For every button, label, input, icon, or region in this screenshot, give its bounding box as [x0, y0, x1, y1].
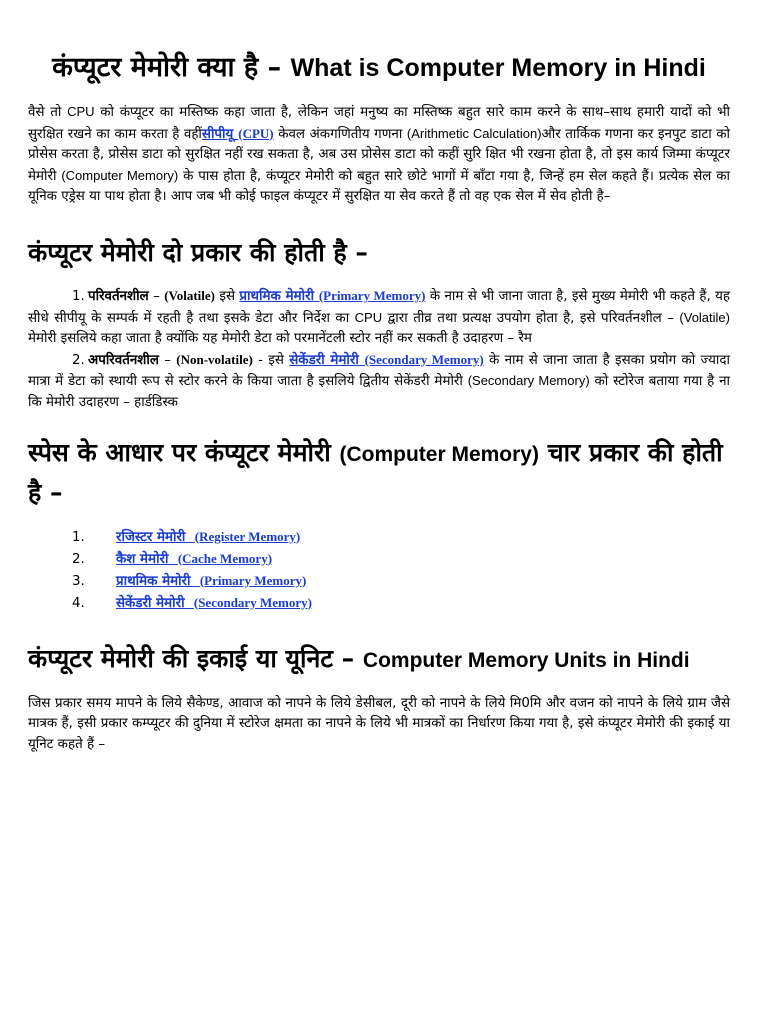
volatile-term: परिवर्तनशील — [88, 288, 149, 304]
units-paragraph: जिस प्रकार समय मापने के लिये सैकेण्ड, आवाज को नापने के लिये डेसीबल, दूरी को नापने के लिये मि0मि और वजन को नापने के लिये ग्राम जैसे मात्रक हैं, इसी प्रकार कम्प्यूटर की दुनिया में स्टोरेज क्षमता का नापने के लिये भी मात्रकों का निर्धारण किया गया है, इसे कंप्यूटर मेमोरी की इकाई या यूनिट कहते हैं – — [28, 695, 730, 752]
cpu-link[interactable] — [202, 127, 274, 142]
intro-text-3: केवल अंकगणितीय गणना — [278, 126, 403, 142]
space-types-list — [28, 526, 730, 614]
section-units-heading: कंप्यूटर मेमोरी की इकाई या यूनिट – Computer Memory Units in Hindi — [28, 643, 690, 673]
non-volatile-term: अपरिवर्तनशील — [88, 352, 159, 368]
list-item: 1. परिवर्तनशील – (Volatile) इसे प्राथमिक मेमोरी (Primary Memory) के नाम से भी जाना जाता है, इसे मुख्य मेमोरी भी कहते हैं, यह सीधे सीपीयू के सम्पर्क में रहती है तथा इसके डेटा और निर्देश का CPU द्वारा तीव्र तथा प्रत्यक्ष उपयोग होता है, इसे परिवर्तनशील – (Volatile) मेमोरी इसलिये कहा जाता है क्योंकि यह मेमोरी डेटा को परमानेंटली स्टोर नहीं कर सकती है उदाहरण – रैम — [28, 287, 730, 347]
item1-volatile: (Volatile) — [679, 309, 730, 325]
cpu-link-english: (CPU) — [238, 125, 274, 141]
item2-secondary: (Secondary Memory) — [467, 373, 590, 389]
primary-memory-link[interactable]: प्राथमिक मेमोरी (Primary Memory) — [239, 287, 426, 304]
register-memory-link[interactable]: रजिस्टर मेमोरी (Register Memory) — [116, 528, 301, 545]
intro-text-2: को कंप्यूटर का मस्तिष्क कहा जाता है, लेकिन जहां मनुष्य का मस्तिष्क बहुत सारे काम करने के साथ–साथ हमारी यादों को भी सुरक्षित रखने का काम करता है वहीं — [28, 105, 730, 142]
secondary-memory-link[interactable]: सेकेंडरी मेमोरी (Secondary Memory) — [289, 351, 484, 368]
cpu-link-hindi: सीपीयू — [201, 126, 234, 142]
intro-paragraph — [28, 102, 730, 208]
list-item: 3. प्राथमिक मेमोरी (Primary Memory) — [72, 572, 307, 589]
intro-text-5: के पास होता है, कंप्यूटर मेमोरी को बहुत सारे छोटे भागों में बाँटा गया है, जिन्हें हम सेल कहते हैं। प्रत्येक सेल का यूनिक एड्रेस या पाथ होता है। आप जब भी कोई फाइल कंप्यूटर में सुरक्षित या सेव करते हैं तो वह एक सेल में सेव होती है– — [28, 168, 730, 205]
intro-text-4: और तार्किक गणना कर इनपुट डाटा को प्रोसेस करता है, प्रोसेस डाटा को सुरक्षित नहीं रख सकता है, अब उस प्रोसेस डाटा को कहीं सुरि क्षित भी रखना होता है, तो इस कार्य जिम्मा कंप्यूटर मेमोरी — [28, 126, 731, 184]
cache-memory-link[interactable]: कैश मेमोरी (Cache Memory) — [116, 550, 273, 567]
list-item: 2. अपरिवर्तनशील – (Non-volatile) - इसे सेकेंडरी मेमोरी (Secondary Memory) के नाम से जाना जाता है इसका प्रयोग को ज्यादा मात्रा में डेटा को स्थायी रूप से स्टोर करने के किया जाता है इसलिये द्वितीय सेकेंडरी मेमोरी (Secondary Memory) को स्टोरेज बताया गया है ना कि मेमोरी उदाहरण – हार्डडिस्क — [28, 351, 731, 410]
list-item: 1. रजिस्टर मेमोरी (Register Memory) — [72, 528, 301, 545]
section-space-heading: स्पेस के आधार पर कंप्यूटर मेमोरी (Computer Memory) चार प्रकार की होती है – — [28, 437, 723, 507]
item1-cpu: CPU — [354, 309, 383, 325]
title-hindi: कंप्यूटर मेमोरी क्या है – — [52, 52, 282, 83]
intro-arith: (Arithmetic Calculation) — [406, 125, 542, 141]
memory-types-list — [28, 286, 730, 414]
title-english: What is Computer Memory in Hindi — [290, 54, 706, 82]
intro-cpu: CPU — [67, 104, 95, 119]
section-two-types-heading: कंप्यूटर मेमोरी दो प्रकार की होती है – — [28, 237, 368, 267]
volatile-term-english: (Volatile) — [164, 287, 215, 303]
primary-memory-list-link[interactable]: प्राथमिक मेमोरी (Primary Memory) — [116, 572, 307, 589]
list-number: 1. — [72, 288, 85, 304]
document-page — [28, 48, 730, 755]
intro-text-1: वैसे तो — [28, 105, 62, 120]
non-volatile-term-english: (Non-volatile) — [176, 351, 253, 367]
list-item: 2. कैश मेमोरी (Cache Memory) — [72, 550, 273, 567]
page-title — [28, 48, 730, 88]
intro-computer-memory: (Computer Memory) — [61, 167, 179, 183]
secondary-memory-list-link[interactable]: सेकेंडरी मेमोरी (Secondary Memory) — [116, 594, 312, 611]
list-number: 2. — [72, 352, 85, 368]
list-item: 4. सेकेंडरी मेमोरी (Secondary Memory) — [72, 594, 312, 611]
